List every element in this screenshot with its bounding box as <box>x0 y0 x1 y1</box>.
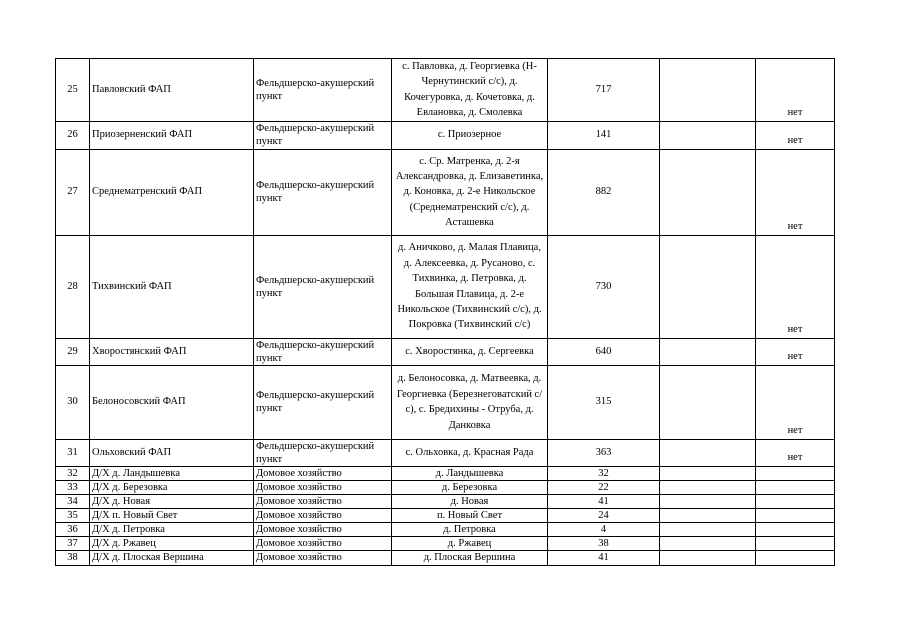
empty-cell <box>660 550 756 565</box>
facility-type: Домовое хозяйство <box>254 494 392 508</box>
table-row <box>56 550 835 565</box>
population-count: 4 <box>548 522 660 536</box>
row-number: 36 <box>56 522 90 536</box>
table-row <box>56 508 835 522</box>
availability-status: нет <box>756 338 835 365</box>
empty-cell <box>660 466 756 480</box>
settlements-served: д. Ржавец <box>392 536 548 550</box>
facility-type: Фельдшерско-акушерский пункт <box>254 59 392 122</box>
table-row <box>56 494 835 508</box>
empty-cell <box>660 494 756 508</box>
settlements-served: д. Петровка <box>392 522 548 536</box>
table-body <box>56 59 835 566</box>
availability-status: нет <box>756 235 835 338</box>
empty-cell <box>660 235 756 338</box>
population-count: 24 <box>548 508 660 522</box>
table-row <box>56 235 835 338</box>
empty-cell <box>660 536 756 550</box>
settlements-served: д. Белоносовка, д. Матвеевка, д. Георгиевка (Березнеговатский с/с), с. Бредихины - Отруба, д. Данковка <box>392 365 548 439</box>
settlements-served: с. Приозерное <box>392 121 548 149</box>
availability-status: нет <box>756 149 835 235</box>
row-number: 32 <box>56 466 90 480</box>
empty-cell <box>660 439 756 466</box>
facility-name: Д/Х д. Ржавец <box>90 536 254 550</box>
availability-status <box>756 522 835 536</box>
facility-type: Домовое хозяйство <box>254 508 392 522</box>
facility-type: Фельдшерско-акушерский пункт <box>254 338 392 365</box>
availability-status <box>756 494 835 508</box>
settlements-served: д. Березовка <box>392 480 548 494</box>
facility-name: Среднематренский ФАП <box>90 149 254 235</box>
population-count: 640 <box>548 338 660 365</box>
empty-cell <box>660 508 756 522</box>
population-count: 22 <box>548 480 660 494</box>
row-number: 34 <box>56 494 90 508</box>
availability-status <box>756 508 835 522</box>
row-number: 28 <box>56 235 90 338</box>
table-row <box>56 439 835 466</box>
row-number: 26 <box>56 121 90 149</box>
facility-name: Тихвинский ФАП <box>90 235 254 338</box>
facility-name: Ольховский ФАП <box>90 439 254 466</box>
row-number: 29 <box>56 338 90 365</box>
facility-name: Белоносовский ФАП <box>90 365 254 439</box>
row-number: 38 <box>56 550 90 565</box>
facility-name: Павловский ФАП <box>90 59 254 122</box>
empty-cell <box>660 121 756 149</box>
settlements-served: с. Ср. Матренка, д. 2-я Александровка, д. Елизаветинка, д. Коновка, д. 2-е Никольское (Среднематренский с/с), д. Асташевка <box>392 149 548 235</box>
table-row <box>56 338 835 365</box>
facility-type: Домовое хозяйство <box>254 536 392 550</box>
table-row <box>56 365 835 439</box>
availability-status: нет <box>756 59 835 122</box>
facility-name: Д/Х д. Плоская Вершина <box>90 550 254 565</box>
facility-name: Д/Х д. Новая <box>90 494 254 508</box>
empty-cell <box>660 522 756 536</box>
population-count: 38 <box>548 536 660 550</box>
facility-type: Домовое хозяйство <box>254 466 392 480</box>
population-count: 882 <box>548 149 660 235</box>
empty-cell <box>660 149 756 235</box>
table-row <box>56 59 835 122</box>
population-count: 141 <box>548 121 660 149</box>
settlements-served: д. Плоская Вершина <box>392 550 548 565</box>
facility-type: Фельдшерско-акушерский пункт <box>254 439 392 466</box>
facility-name: Приозерненский ФАП <box>90 121 254 149</box>
facility-name: Д/Х д. Петровка <box>90 522 254 536</box>
empty-cell <box>660 480 756 494</box>
facility-name: Д/Х д. Березовка <box>90 480 254 494</box>
population-count: 363 <box>548 439 660 466</box>
availability-status: нет <box>756 121 835 149</box>
empty-cell <box>660 338 756 365</box>
facility-name: Хворостянский ФАП <box>90 338 254 365</box>
settlements-served: д. Новая <box>392 494 548 508</box>
availability-status: нет <box>756 365 835 439</box>
settlements-served: д. Аничково, д. Малая Плавица, д. Алексеевка, д. Русаново, с. Тихвинка, д. Петровка, д. Большая Плавица, д. 2-е Никольское (Тихвинский с/с), д. Покровка (Тихвинский с/с) <box>392 235 548 338</box>
population-count: 32 <box>548 466 660 480</box>
row-number: 35 <box>56 508 90 522</box>
row-number: 30 <box>56 365 90 439</box>
population-count: 717 <box>548 59 660 122</box>
facility-name: Д/Х д. Ландышевка <box>90 466 254 480</box>
population-count: 41 <box>548 494 660 508</box>
facility-type: Домовое хозяйство <box>254 480 392 494</box>
table-row <box>56 121 835 149</box>
row-number: 31 <box>56 439 90 466</box>
facility-type: Домовое хозяйство <box>254 550 392 565</box>
table-row <box>56 536 835 550</box>
row-number: 37 <box>56 536 90 550</box>
facility-type: Домовое хозяйство <box>254 522 392 536</box>
availability-status: нет <box>756 439 835 466</box>
settlements-served: п. Новый Свет <box>392 508 548 522</box>
availability-status <box>756 536 835 550</box>
facility-type: Фельдшерско-акушерский пункт <box>254 235 392 338</box>
row-number: 25 <box>56 59 90 122</box>
availability-status <box>756 466 835 480</box>
population-count: 41 <box>548 550 660 565</box>
settlements-served: с. Ольховка, д. Красная Рада <box>392 439 548 466</box>
facility-name: Д/Х п. Новый Свет <box>90 508 254 522</box>
population-count: 730 <box>548 235 660 338</box>
population-count: 315 <box>548 365 660 439</box>
availability-status <box>756 480 835 494</box>
facility-type: Фельдшерско-акушерский пункт <box>254 149 392 235</box>
row-number: 27 <box>56 149 90 235</box>
table-row <box>56 480 835 494</box>
facility-type: Фельдшерско-акушерский пункт <box>254 121 392 149</box>
settlements-served: д. Ландышевка <box>392 466 548 480</box>
table-row <box>56 466 835 480</box>
empty-cell <box>660 365 756 439</box>
facilities-table <box>55 58 835 566</box>
row-number: 33 <box>56 480 90 494</box>
facility-type: Фельдшерско-акушерский пункт <box>254 365 392 439</box>
empty-cell <box>660 59 756 122</box>
availability-status <box>756 550 835 565</box>
table-row <box>56 522 835 536</box>
table-row <box>56 149 835 235</box>
settlements-served: с. Павловка, д. Георгиевка (Н-Чернутинский с/с), д. Кочегуровка, д. Кочетовка, д. Евлановка, д. Смолевка <box>392 59 548 122</box>
settlements-served: с. Хворостянка, д. Сергеевка <box>392 338 548 365</box>
